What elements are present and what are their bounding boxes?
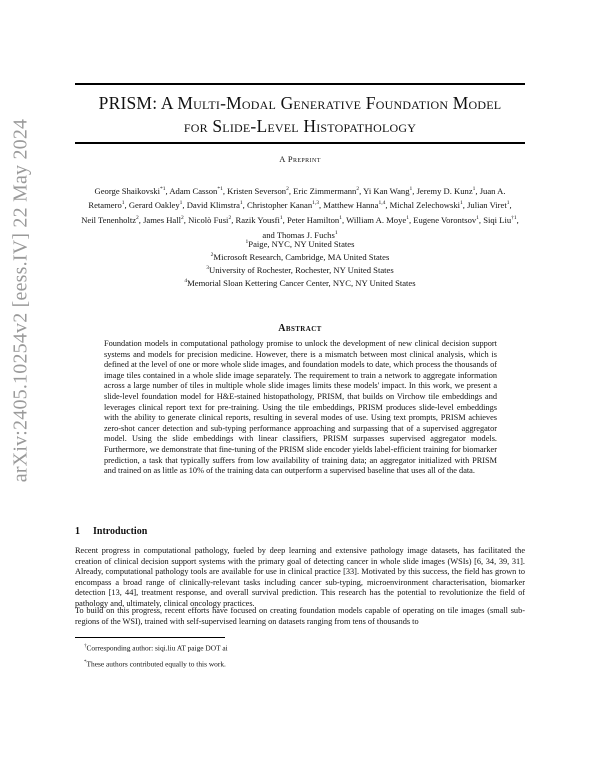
- author-affiliation-mark: 1: [279, 215, 283, 222]
- author-name: Michal Zelechowski: [389, 200, 461, 211]
- abstract-heading: Abstract: [278, 323, 322, 334]
- author-separator: ,: [385, 200, 390, 211]
- author-affiliation-mark: 1: [460, 200, 463, 207]
- author: [188, 215, 235, 225]
- author-affiliation-mark: 1: [472, 186, 476, 192]
- author-name: Eric Zimmermann: [293, 185, 357, 196]
- section-title: Introduction: [93, 526, 148, 537]
- affiliation-list: [0, 237, 600, 289]
- author-affiliation-mark: 2: [136, 215, 139, 222]
- author-separator: ,: [282, 214, 287, 225]
- author: [323, 200, 389, 210]
- author-affiliation-mark: 1: [406, 215, 409, 222]
- author-affiliation-mark: 1,4: [378, 200, 386, 207]
- author-affiliation-mark: 2: [286, 186, 289, 192]
- arxiv-identifier-stamp: [6, 20, 36, 580]
- author-affiliation-mark: 1: [179, 200, 183, 207]
- footnote-mark: †: [84, 644, 87, 649]
- author-affiliation-mark: 2: [356, 186, 360, 192]
- author-separator: ,: [319, 200, 324, 211]
- author-name: Juan A. Retamero: [88, 185, 506, 211]
- footnote-corresponding-author: [84, 642, 228, 652]
- author-affiliation-mark: 2: [228, 215, 232, 222]
- arxiv-stamp-text: arXiv:2405.10254v2 [eess.IV] 22 May 2024: [9, 118, 32, 482]
- author-separator: ,: [462, 200, 468, 211]
- author: [235, 215, 286, 225]
- author: [390, 200, 467, 210]
- author-separator: ,: [408, 214, 414, 225]
- affiliation: [0, 237, 600, 250]
- author-name: David Klimstra: [186, 200, 240, 211]
- author-separator: ,: [341, 214, 347, 225]
- author-name: George Shaikovski: [94, 185, 160, 196]
- author-separator: ,: [478, 214, 484, 225]
- title-top-rule: [75, 83, 525, 85]
- author-affiliation-mark: 1: [121, 200, 125, 207]
- author-separator: ,: [182, 200, 187, 211]
- preprint-label: A Preprint: [279, 154, 321, 164]
- author-name: Siqi Liu: [483, 214, 512, 225]
- affiliation-text: Paige, NYC, NY United States: [248, 238, 355, 249]
- affiliation: [0, 263, 600, 276]
- author-name: Jeremy D. Kunz: [416, 185, 473, 196]
- author: [247, 200, 323, 210]
- author-affiliation-mark: †1: [511, 215, 517, 222]
- footnote-mark: *: [84, 660, 87, 665]
- author-separator: ,: [359, 185, 364, 196]
- title-line-2: for Slide-Level Histopathology: [183, 116, 417, 136]
- paper-title: [60, 92, 540, 138]
- affiliation: [0, 276, 600, 289]
- title-bottom-rule: [75, 142, 525, 144]
- author: [467, 200, 512, 210]
- author: [169, 186, 227, 196]
- author-affiliation-mark: 1: [506, 200, 510, 207]
- section-heading-introduction: [75, 526, 147, 537]
- author-name: Yi Kan Wang: [363, 185, 410, 196]
- author: [227, 186, 293, 196]
- author: [129, 200, 187, 210]
- author: [413, 215, 483, 225]
- author-name: Nicolò Fusi: [188, 214, 229, 225]
- footnote-equal-contribution: [84, 658, 226, 668]
- intro-paragraph-1: Recent progress in computational pathology, fueled by deep learning and extensive pathology image datasets, has facilitated the creation of clinical decision support systems with the primary goal of detecting cancer in whole slide images (WSIs) [6, 34, 39, 31]. Already, computational pathology tools are available for use in clinical practice [33]. Motivated by this success, the field has grown to encompass a broad range of clinically-relevant tasks including cancer sub-typing, microenvironment characterisation, biomarker detection [13, 44], treatment response, and overall survival prediction. This research has the potential to revolutionize the field of pathology and, ultimately, clinical oncology practices.: [75, 546, 525, 608]
- author: [417, 186, 480, 196]
- affiliation-mark: 2: [210, 252, 214, 259]
- footnote-text: These authors contributed equally to this work.: [86, 659, 226, 669]
- author: [363, 186, 416, 196]
- author-name: Kristen Severson: [227, 185, 287, 196]
- author-name: Julian Viret: [467, 200, 507, 211]
- author-name: Eugene Vorontsov: [413, 214, 477, 225]
- author-affiliation-mark: *1: [217, 186, 223, 192]
- author: [95, 186, 170, 196]
- author-separator: ,: [183, 214, 189, 225]
- author-separator: ,: [165, 185, 170, 196]
- author-affiliation-mark: 1: [334, 229, 338, 236]
- author-separator: ,: [475, 185, 480, 196]
- author-separator: ,: [124, 200, 129, 211]
- author-name: Neil Tenenholtz: [81, 214, 137, 225]
- author: [346, 215, 413, 225]
- intro-paragraph-2: To build on this progress, recent efforts have focused on creating foundation models capable of operating on tile images (small sub-regions of the WSI), trained with self-supervised learning on datasets ranging from tens of thousands to: [75, 606, 525, 626]
- footnote-text: Corresponding author: siqi.liu AT paige DOT ai: [86, 643, 228, 653]
- author-affiliation-mark: 2: [181, 215, 184, 222]
- author: [187, 200, 247, 210]
- affiliation-mark: 4: [184, 278, 188, 285]
- footnote-rule: [75, 637, 225, 638]
- affiliation-mark: 3: [206, 265, 210, 272]
- author-separator: ,: [509, 200, 512, 211]
- author-name: Peter Hamilton: [286, 214, 340, 225]
- author: [81, 215, 143, 225]
- author: [293, 186, 363, 196]
- affiliation-text: University of Rochester, Rochester, NY United States: [209, 264, 394, 275]
- author-name: Gerard Oakley: [128, 200, 180, 211]
- author-separator: ,: [231, 214, 236, 225]
- author-separator: ,: [242, 200, 247, 211]
- author-affiliation-mark: 1: [339, 215, 342, 222]
- author-name: James Hall: [143, 214, 182, 225]
- affiliation-text: Memorial Sloan Kettering Cancer Center, NYC, NY United States: [187, 278, 416, 289]
- author-separator: ,: [412, 185, 417, 196]
- section-number: 1: [75, 526, 80, 537]
- author-separator: ,: [138, 214, 144, 225]
- author-name: Christopher Kanan: [246, 200, 313, 211]
- author: [287, 215, 346, 225]
- author-affiliation-mark: *1: [160, 186, 166, 192]
- author-separator: ,: [222, 185, 228, 196]
- author-separator: ,: [288, 185, 294, 196]
- author: [143, 215, 188, 225]
- author-name: Thomas J. Fuchs: [276, 229, 335, 240]
- affiliation-text: Microsoft Research, Cambridge, MA United States: [213, 251, 390, 262]
- author-affiliation-mark: 1: [239, 200, 243, 207]
- author-name: Matthew Hanna: [323, 200, 379, 211]
- author-separator: , and: [262, 214, 519, 240]
- affiliation-mark: 1: [245, 239, 249, 245]
- author-affiliation-mark: 1: [476, 215, 479, 222]
- author-affiliation-mark: 1,3: [312, 200, 319, 207]
- author-affiliation-mark: 1: [409, 186, 413, 192]
- author-name: William A. Moye: [346, 214, 407, 225]
- author-name: Adam Casson: [169, 185, 218, 196]
- abstract-body: Foundation models in computational pathology promise to unlock the development of new clinical decision support systems and models for precision medicine. However, there is a mismatch between most clinical analysis, which is defined at the level of one or more whole slide images, and foundation models to date, which process the thousands of image tiles contained in a whole slide image separately. The requirement to train a network to aggregate information across a large number of tiles in multiple whole slide images limits these models' impact. In this work, we present a slide-level foundation model for H&E-stained histopathology, PRISM, that builds on Virchow tile embeddings and leverages clinical report text for pre-training. Using the tile embeddings, PRISM produces slide-level embeddings with the ability to generate clinical reports, resulting in several modes of use. Using text prompts, PRISM achieves zero-shot cancer detection and sub-typing performance approaching and surpassing that of a supervised aggregator model. Using the slide embeddings with linear classifiers, PRISM surpasses supervised aggregator models. Furthermore, we demonstrate that fine-tuning of the PRISM slide encoder yields label-efficient training for biomarker prediction, a task that typically suffers from low availability of training data; an aggregator initialized with PRISM and trained on as little as 10% of the training data can outperform a supervised baseline that uses all of the data.: [104, 339, 497, 476]
- title-line-1: PRISM: A Multi-Modal Generative Foundation Model: [98, 93, 502, 113]
- author-name: Razik Yousfi: [235, 214, 280, 225]
- author-list: [80, 183, 520, 241]
- affiliation: [0, 250, 600, 263]
